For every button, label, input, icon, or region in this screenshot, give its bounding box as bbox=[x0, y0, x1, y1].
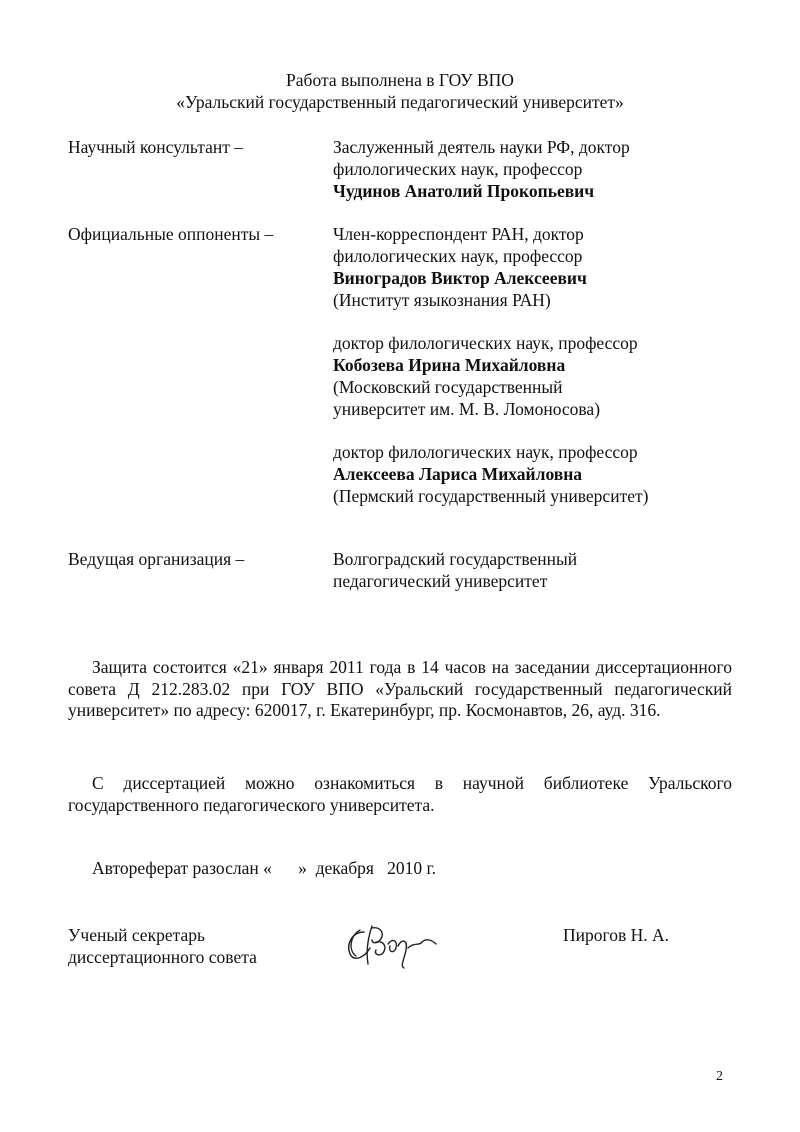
header-line-1: Работа выполнена в ГОУ ВПО bbox=[286, 70, 514, 90]
header-line-2: «Уральский государственный педагогический университет» bbox=[176, 92, 624, 112]
opponent-1-title-line-2: филологических наук, профессор bbox=[333, 246, 583, 266]
opponent-1-affiliation: (Институт языкознания РАН) bbox=[333, 290, 551, 310]
secretary-name: Пирогов Н. А. bbox=[563, 925, 670, 945]
consultant-name: Чудинов Анатолий Прокопьевич bbox=[333, 181, 595, 201]
consultant-title-line-2: филологических наук, профессор bbox=[333, 159, 583, 179]
opponents-label: Официальные оппоненты – bbox=[68, 224, 274, 244]
page-number: 2 bbox=[716, 1069, 723, 1084]
signature-image bbox=[342, 918, 442, 970]
opponent-1-title-line-1: Член-корреспондент РАН, доктор bbox=[333, 224, 584, 244]
opponent-2-title: доктор филологических наук, профессор bbox=[333, 333, 638, 353]
secretary-title-line-1: Ученый секретарь bbox=[68, 925, 205, 945]
opponent-3-title: доктор филологических наук, профессор bbox=[333, 442, 638, 462]
opponent-2-affiliation-line-2: университет им. М. В. Ломоносова) bbox=[333, 399, 601, 419]
distribution-line: Автореферат разослан « » декабря 2010 г. bbox=[92, 858, 437, 878]
secretary-title-line-2: диссертационного совета bbox=[68, 947, 257, 967]
opponent-2-name: Кобозева Ирина Михайловна bbox=[333, 355, 566, 375]
lead-org-label: Ведущая организация – bbox=[68, 549, 245, 569]
consultant-label: Научный консультант – bbox=[68, 137, 243, 157]
consultant-title-line-1: Заслуженный деятель науки РФ, доктор bbox=[333, 137, 630, 157]
opponent-3-affiliation: (Пермский государственный университет) bbox=[333, 486, 649, 506]
opponent-2-affiliation-line-1: (Московский государственный bbox=[333, 377, 563, 397]
library-paragraph: С диссертацией можно ознакомиться в научной библиотеке Уральского государственного педагогического университета. bbox=[68, 773, 732, 815]
opponent-3-name: Алексеева Лариса Михайловна bbox=[333, 464, 583, 484]
lead-org-line-2: педагогический университет bbox=[333, 571, 548, 591]
opponent-1-name: Виноградов Виктор Алексеевич bbox=[333, 268, 587, 288]
defense-paragraph: Защита состоится «21» января 2011 года в 14 часов на заседании диссертационного совета Д 212.283.02 при ГОУ ВПО «Уральский государственный педагогический университет» по адресу: 620017, г. Екатеринбург, пр. Космонавтов, 26, ауд. 316. bbox=[68, 657, 732, 720]
lead-org-line-1: Волгоградский государственный bbox=[333, 549, 578, 569]
